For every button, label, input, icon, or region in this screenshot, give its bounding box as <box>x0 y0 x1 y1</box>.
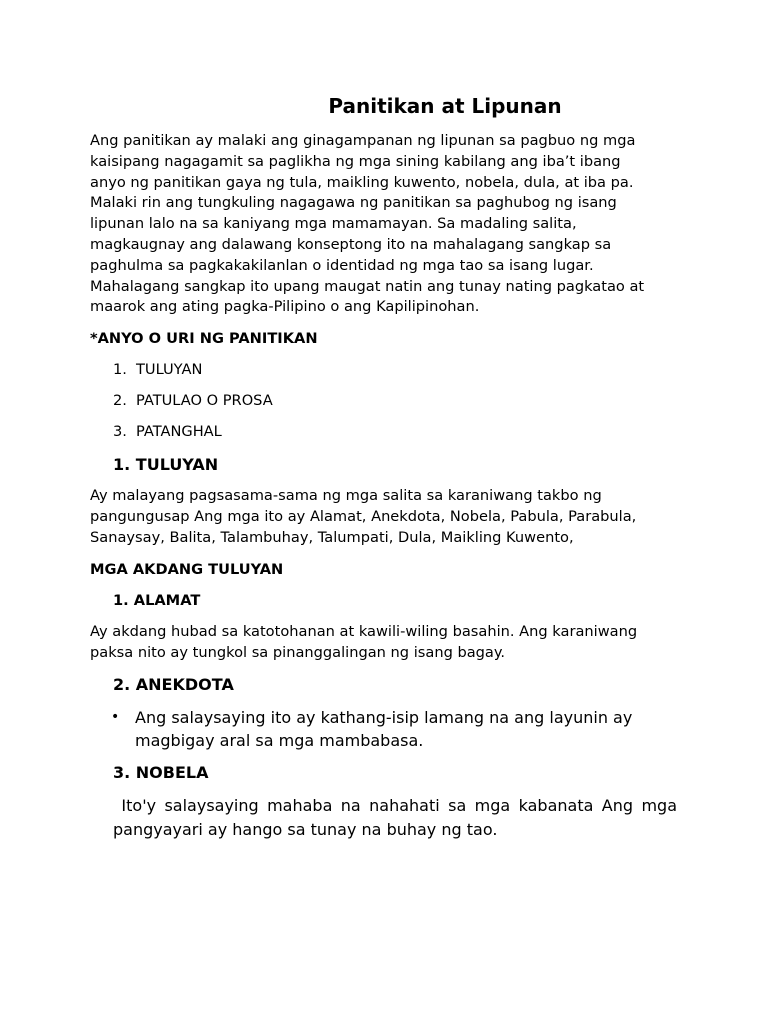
list-item <box>113 422 222 442</box>
text-line: magbigay aral sa mga mambabasa. <box>135 731 424 750</box>
text-line: Ay malayang pagsasama-sama ng mga salita sa karaniwang takbo ng <box>90 487 602 504</box>
text-line: Ito'y salaysaying mahaba na nahahati sa mga kabanata Ang mga <box>113 796 677 815</box>
text-line: kaisipang nagagamit sa paglikha ng mga sining kabilang ang iba’t ibang <box>90 152 621 170</box>
text-line: pangyayari ay hango sa tunay na buhay ng tao. <box>113 819 498 839</box>
list-number: 2. <box>113 392 127 409</box>
text-line: Ang salaysaying ito ay kathang-isip lamang na ang layunin ay <box>135 708 633 727</box>
anekdota-heading: 2. ANEKDOTA <box>113 675 234 694</box>
anyo-heading: *ANYO O URI NG PANITIKAN <box>90 330 318 347</box>
akdang-tuluyan-heading: MGA AKDANG TULUYAN <box>90 561 284 578</box>
page-title: Panitikan at Lipunan <box>328 94 562 118</box>
text-line: Sanaysay, Balita, Talambuhay, Talumpati, Dula, Maikling Kuwento, <box>90 528 574 546</box>
list-item-label: TULUYAN <box>136 361 203 378</box>
nobela-paragraph <box>113 794 677 841</box>
text-line: Ay akdang hubad sa katotohanan at kawili-wiling basahin. Ang karaniwang <box>90 623 638 640</box>
tuluyan-heading: 1. TULUYAN <box>113 455 219 474</box>
nobela-heading: 3. NOBELA <box>113 763 209 782</box>
list-item <box>113 360 202 380</box>
list-item-label: PATULAO O PROSA <box>136 392 273 409</box>
text-line: magkaugnay ang dalawang konseptong ito na mahalagang sangkap sa <box>90 235 612 253</box>
list-item-label: PATANGHAL <box>136 423 222 440</box>
text-line: maarok ang ating pagka-Pilipino o ang Kapilipinohan. <box>90 298 480 316</box>
intro-paragraph <box>90 131 690 318</box>
bullet-icon: • <box>111 709 120 725</box>
text-line: Malaki rin ang tungkuling nagagawa ng panitikan sa paghubog ng isang <box>90 194 617 212</box>
tuluyan-paragraph <box>90 486 690 548</box>
text-line: lipunan lalo na sa kaniyang mga mamamayan. Sa madaling salita, <box>90 215 577 233</box>
list-item <box>113 391 273 411</box>
anekdota-bullet-item <box>113 706 673 752</box>
text-line: Ang panitikan ay malaki ang ginagampanan ng lipunan sa pagbuo ng mga <box>90 132 636 149</box>
text-line: paghulma sa pagkakakilanlan o identidad ng mga tao sa isang lugar. <box>90 256 594 274</box>
alamat-paragraph <box>90 622 690 664</box>
list-number: 1. <box>113 361 127 378</box>
alamat-heading: 1. ALAMAT <box>113 592 201 609</box>
list-number: 3. <box>113 423 127 440</box>
text-line: paksa nito ay tungkol sa pinanggalingan ng isang bagay. <box>90 643 506 661</box>
text-line: pangungusap Ang mga ito ay Alamat, Anekdota, Nobela, Pabula, Parabula, <box>90 507 637 525</box>
text-line: Mahalagang sangkap ito upang maugat natin ang tunay nating pagkatao at <box>90 277 645 295</box>
text-line: anyo ng panitikan gaya ng tula, maikling kuwento, nobela, dula, at iba pa. <box>90 173 634 191</box>
